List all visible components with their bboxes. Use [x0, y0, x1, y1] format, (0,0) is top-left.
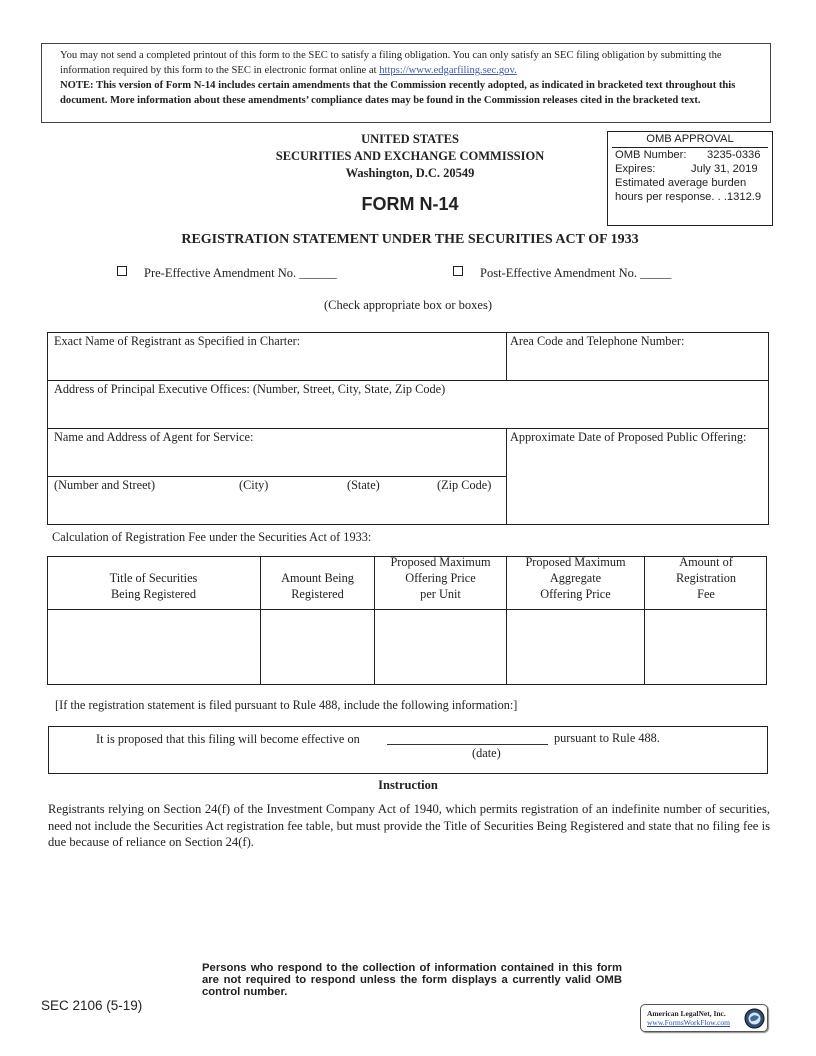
header-line-2: SECURITIES AND EXCHANGE COMMISSION	[275, 149, 545, 163]
telephone-field[interactable]: Area Code and Telephone Number:	[510, 334, 685, 348]
agent-field[interactable]: Name and Address of Agent for Service:	[54, 430, 254, 444]
zip-label: (Zip Code)	[437, 478, 492, 492]
check-hint: (Check appropriate box or boxes)	[324, 298, 492, 312]
amendment-note: NOTE: This version of Form N-14 includes certain amendments that the Commission recently adopted, as indicated in bracketed text throughout this document. More information about these amendments’ compliance dates may be found in the Commission releases cited in the bracketed text.	[60, 80, 736, 106]
badge-company: American LegalNet, Inc.	[647, 1009, 726, 1018]
fee-caption: Calculation of Registration Fee under the Securities Act of 1933:	[52, 530, 372, 544]
registration-title: REGISTRATION STATEMENT UNDER THE SECURITIES ACT OF 1933	[181, 232, 639, 247]
sec-form-code: SEC 2106 (5-19)	[41, 998, 143, 1013]
omb-expires-value: July 31, 2019	[691, 163, 758, 175]
fee-header-amount: Amount Being Registered	[281, 571, 354, 601]
omb-approval-box	[607, 131, 773, 226]
omb-control-notice: Persons who respond to the collection of information contained in this form are not required to respond unless the form displays a currently valid OMB control number.	[202, 962, 622, 998]
omb-number-label: OMB Number:	[615, 149, 687, 161]
fee-header-price-per-unit: Proposed Maximum Offering Price per Unit	[390, 555, 491, 601]
post-effective-label: Post-Effective Amendment No. _____	[480, 266, 672, 280]
header-line-1: UNITED STATES	[361, 132, 459, 146]
globe-icon	[744, 1008, 765, 1029]
notice-text: You may not send a completed printout of this form to the SEC to satisfy a filing obligation. You can only satisfy an SEC filing obligation by submitting the information required by this form to the SEC in electronic format online at	[60, 50, 722, 76]
filing-notice	[41, 43, 771, 123]
rule-488-intro: [If the registration statement is filed pursuant to Rule 488, include the following information:]	[55, 698, 518, 712]
omb-burden-1: Estimated average burden	[615, 177, 747, 189]
offering-date-field[interactable]: Approximate Date of Proposed Public Offering:	[510, 430, 747, 444]
legalnet-badge[interactable]	[640, 1004, 768, 1032]
omb-title: OMB APPROVAL	[612, 132, 768, 148]
fee-cell-fee[interactable]	[645, 610, 766, 684]
pre-effective-checkbox[interactable]	[117, 266, 127, 276]
rule-488-proposed: It is proposed that this filing will become effective on	[96, 732, 360, 746]
header-line-3: Washington, D.C. 20549	[345, 166, 475, 180]
agency-header	[210, 131, 610, 182]
fee-header-title: Title of Securities Being Registered	[109, 571, 198, 601]
badge-url: www.FormsWorkFlow.com	[647, 1018, 731, 1027]
fee-cell-price[interactable]	[375, 610, 506, 684]
fee-header-registration-fee: Amount of Registration Fee	[675, 555, 737, 601]
omb-number-value: 3235-0336	[707, 149, 761, 161]
street-label: (Number and Street)	[54, 478, 156, 492]
form-title: FORM N-14	[361, 194, 459, 214]
omb-expires-label: Expires:	[615, 163, 656, 175]
fee-cell-title[interactable]	[48, 610, 260, 684]
omb-burden-2: hours per response. . .1312.9	[615, 191, 762, 203]
instruction-title: Instruction	[378, 778, 438, 792]
city-label: (City)	[239, 478, 269, 492]
effective-date-input[interactable]	[387, 744, 548, 745]
state-label: (State)	[347, 478, 380, 492]
address-field[interactable]: Address of Principal Executive Offices: (Number, Street, City, State, Zip Code)	[54, 382, 446, 396]
date-caption: (date)	[472, 746, 501, 760]
instruction-body: Registrants relying on Section 24(f) of the Investment Company Act of 1940, which permits registration of an indefinite number of securities, need not include the Securities Act registration fee table, but must provide the Title of Securities Being Registered and state that no filing fee is due because of reliance on Section 24(f).	[48, 802, 770, 849]
pre-effective-label: Pre-Effective Amendment No. ______	[144, 266, 337, 280]
edgar-link[interactable]: https://www.edgarfiling.sec.gov.	[379, 65, 517, 76]
fee-cell-amount[interactable]	[261, 610, 374, 684]
registrant-name-field[interactable]: Exact Name of Registrant as Specified in Charter:	[54, 334, 301, 348]
post-effective-checkbox[interactable]	[453, 266, 463, 276]
fee-header-aggregate: Proposed Maximum Aggregate Offering Price	[525, 555, 626, 601]
fee-cell-aggregate[interactable]	[507, 610, 644, 684]
rule-488-pursuant: pursuant to Rule 488.	[554, 731, 660, 745]
